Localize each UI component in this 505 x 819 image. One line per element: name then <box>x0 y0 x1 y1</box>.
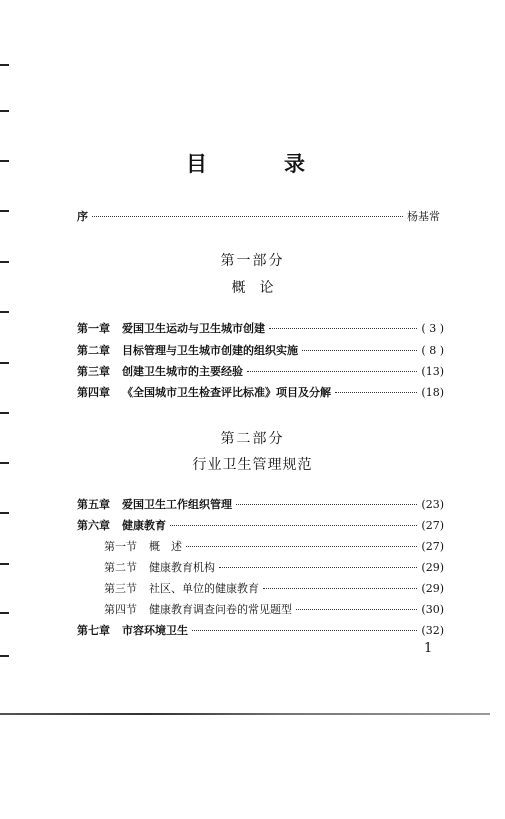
dot-leader <box>263 588 417 589</box>
dot-leader <box>269 328 417 329</box>
dot-leader <box>302 350 417 351</box>
entry-title: 健康教育调查问卷的常见题型 <box>149 603 292 616</box>
entry-page: (18) <box>421 386 444 399</box>
section-number: 第三节 <box>104 582 137 595</box>
chapter-number: 第六章 <box>77 519 110 532</box>
entry-page: (29) <box>421 561 444 574</box>
chapter-number: 第一章 <box>77 322 110 335</box>
dot-leader <box>219 567 417 568</box>
entry-page: ( 8 ) <box>421 344 444 357</box>
entry-title: 创建卫生城市的主要经验 <box>122 365 243 378</box>
entry-title: 健康教育机构 <box>149 561 215 574</box>
entry-title: 《全国城市卫生检查评比标准》项目及分解 <box>122 386 331 399</box>
dot-leader <box>186 546 417 547</box>
toc-entry[interactable] <box>77 496 444 512</box>
dot-leader <box>247 371 417 372</box>
section-number: 第一节 <box>104 540 137 553</box>
margin-mark <box>0 362 9 364</box>
chapter-number: 第七章 <box>77 624 110 637</box>
entry-title: 概 述 <box>149 540 182 553</box>
toc-entry[interactable] <box>104 601 444 617</box>
dot-leader <box>192 630 417 631</box>
section-number: 第二节 <box>104 561 137 574</box>
preface-label: 序 <box>77 210 88 223</box>
entry-page: (13) <box>421 365 444 378</box>
margin-mark <box>0 612 9 614</box>
margin-mark <box>0 64 9 66</box>
chapter-number: 第四章 <box>77 386 110 399</box>
margin-mark <box>0 655 9 657</box>
entry-page: (30) <box>421 603 444 616</box>
toc-entry[interactable] <box>104 559 444 575</box>
chapter-number: 第五章 <box>77 498 110 511</box>
part-heading: 第二部分 <box>220 431 285 447</box>
entry-page: (32) <box>421 624 444 637</box>
entry-page: (27) <box>421 519 444 532</box>
page-title: 目 录 <box>186 152 333 176</box>
margin-mark <box>0 412 9 414</box>
toc-entry[interactable] <box>77 320 444 336</box>
entry-page: (23) <box>421 498 444 511</box>
entry-title: 爱国卫生运动与卫生城市创建 <box>122 322 265 335</box>
dot-leader <box>92 216 403 217</box>
toc-entry[interactable] <box>104 538 444 554</box>
part-name: 行业卫生管理规范 <box>192 457 313 473</box>
entry-page: (27) <box>421 540 444 553</box>
margin-mark <box>0 512 9 514</box>
margin-mark <box>0 110 9 112</box>
margin-mark <box>0 210 9 212</box>
part-heading: 第一部分 <box>220 253 285 269</box>
chapter-number: 第三章 <box>77 365 110 378</box>
margin-mark <box>0 563 9 565</box>
part-name: 概 论 <box>231 280 274 296</box>
entry-title: 社区、单位的健康教育 <box>149 582 259 595</box>
toc-entry[interactable] <box>77 384 444 400</box>
toc-entry[interactable] <box>77 342 444 358</box>
dot-leader <box>236 504 417 505</box>
entry-title: 市容环境卫生 <box>122 624 188 637</box>
entry-title: 健康教育 <box>122 519 166 532</box>
entry-page: ( 3 ) <box>421 322 444 335</box>
dot-leader <box>170 525 417 526</box>
chapter-number: 第二章 <box>77 344 110 357</box>
section-number: 第四节 <box>104 603 137 616</box>
dot-leader <box>335 392 417 393</box>
toc-entry[interactable] <box>77 622 444 638</box>
entry-page: (29) <box>421 582 444 595</box>
scan-edge-line <box>0 713 490 715</box>
toc-entry[interactable] <box>77 363 444 379</box>
page-number: 1 <box>424 641 433 656</box>
toc-entry-preface[interactable] <box>77 208 440 224</box>
entry-title: 目标管理与卫生城市创建的组织实施 <box>122 344 298 357</box>
entry-title: 爱国卫生工作组织管理 <box>122 498 232 511</box>
preface-author: 杨基常 <box>407 210 440 223</box>
toc-entry[interactable] <box>77 517 444 533</box>
toc-entry[interactable] <box>104 580 444 596</box>
dot-leader <box>296 609 417 610</box>
margin-mark <box>0 311 9 313</box>
